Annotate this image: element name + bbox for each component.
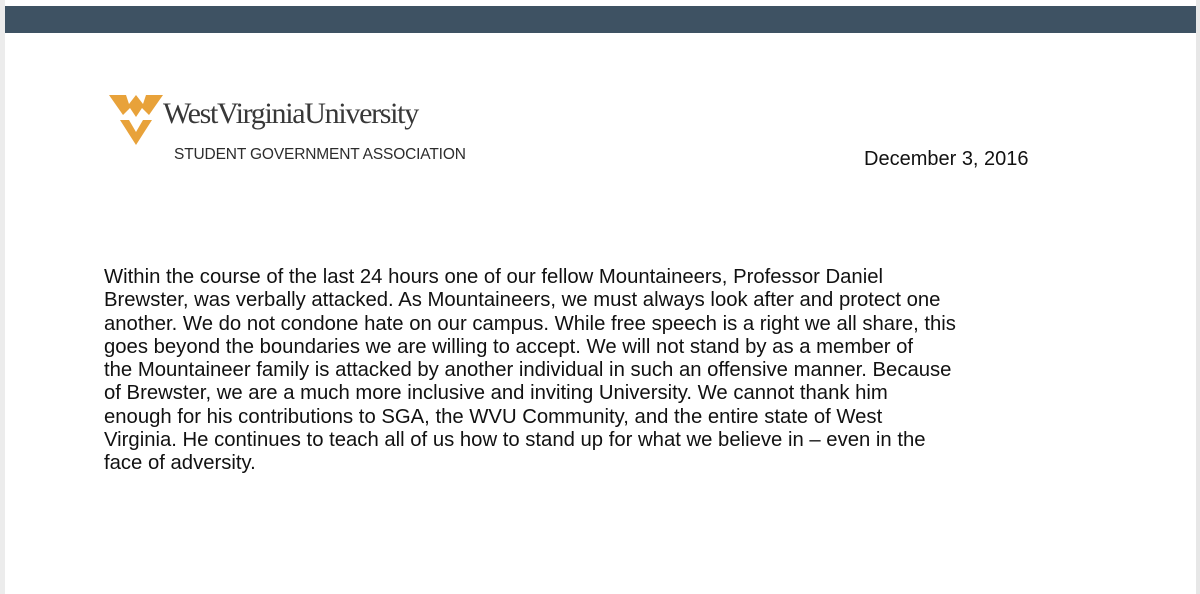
logo-w-shape	[109, 95, 163, 117]
letter-date: December 3, 2016	[864, 148, 1029, 170]
body-line: Brewster, was verbally attacked. As Mountaineers, we must always look after and protect one	[104, 289, 941, 312]
body-line: Virginia. He continues to teach all of us how to stand up for what we believe in – even in the	[104, 429, 926, 452]
organization-name: STUDENT GOVERNMENT ASSOCIATION	[174, 146, 466, 163]
body-line: the Mountaineer family is attacked by another individual in such an offensive manner. Because	[104, 359, 952, 382]
body-line: Within the course of the last 24 hours one of our fellow Mountaineers, Professor Daniel	[104, 266, 883, 288]
flying-wv-logo	[109, 95, 163, 145]
body-line: enough for his contributions to SGA, the WVU Community, and the entire state of West	[104, 405, 883, 428]
body-line: face of adversity.	[104, 452, 256, 475]
logo-v-shape	[120, 120, 152, 145]
header-bar	[4, 6, 1196, 33]
body-line: another. We do not condone hate on our campus. While free speech is a right we all share, this	[104, 312, 956, 335]
body-line: of Brewster, we are a much more inclusive and inviting University. We cannot thank him	[104, 382, 888, 405]
letter-body	[104, 266, 1104, 476]
university-wordmark: WestVirginiaUniversity	[163, 97, 418, 130]
body-line: goes beyond the boundaries we are willing to accept. We will not stand by as a member of	[104, 335, 914, 358]
